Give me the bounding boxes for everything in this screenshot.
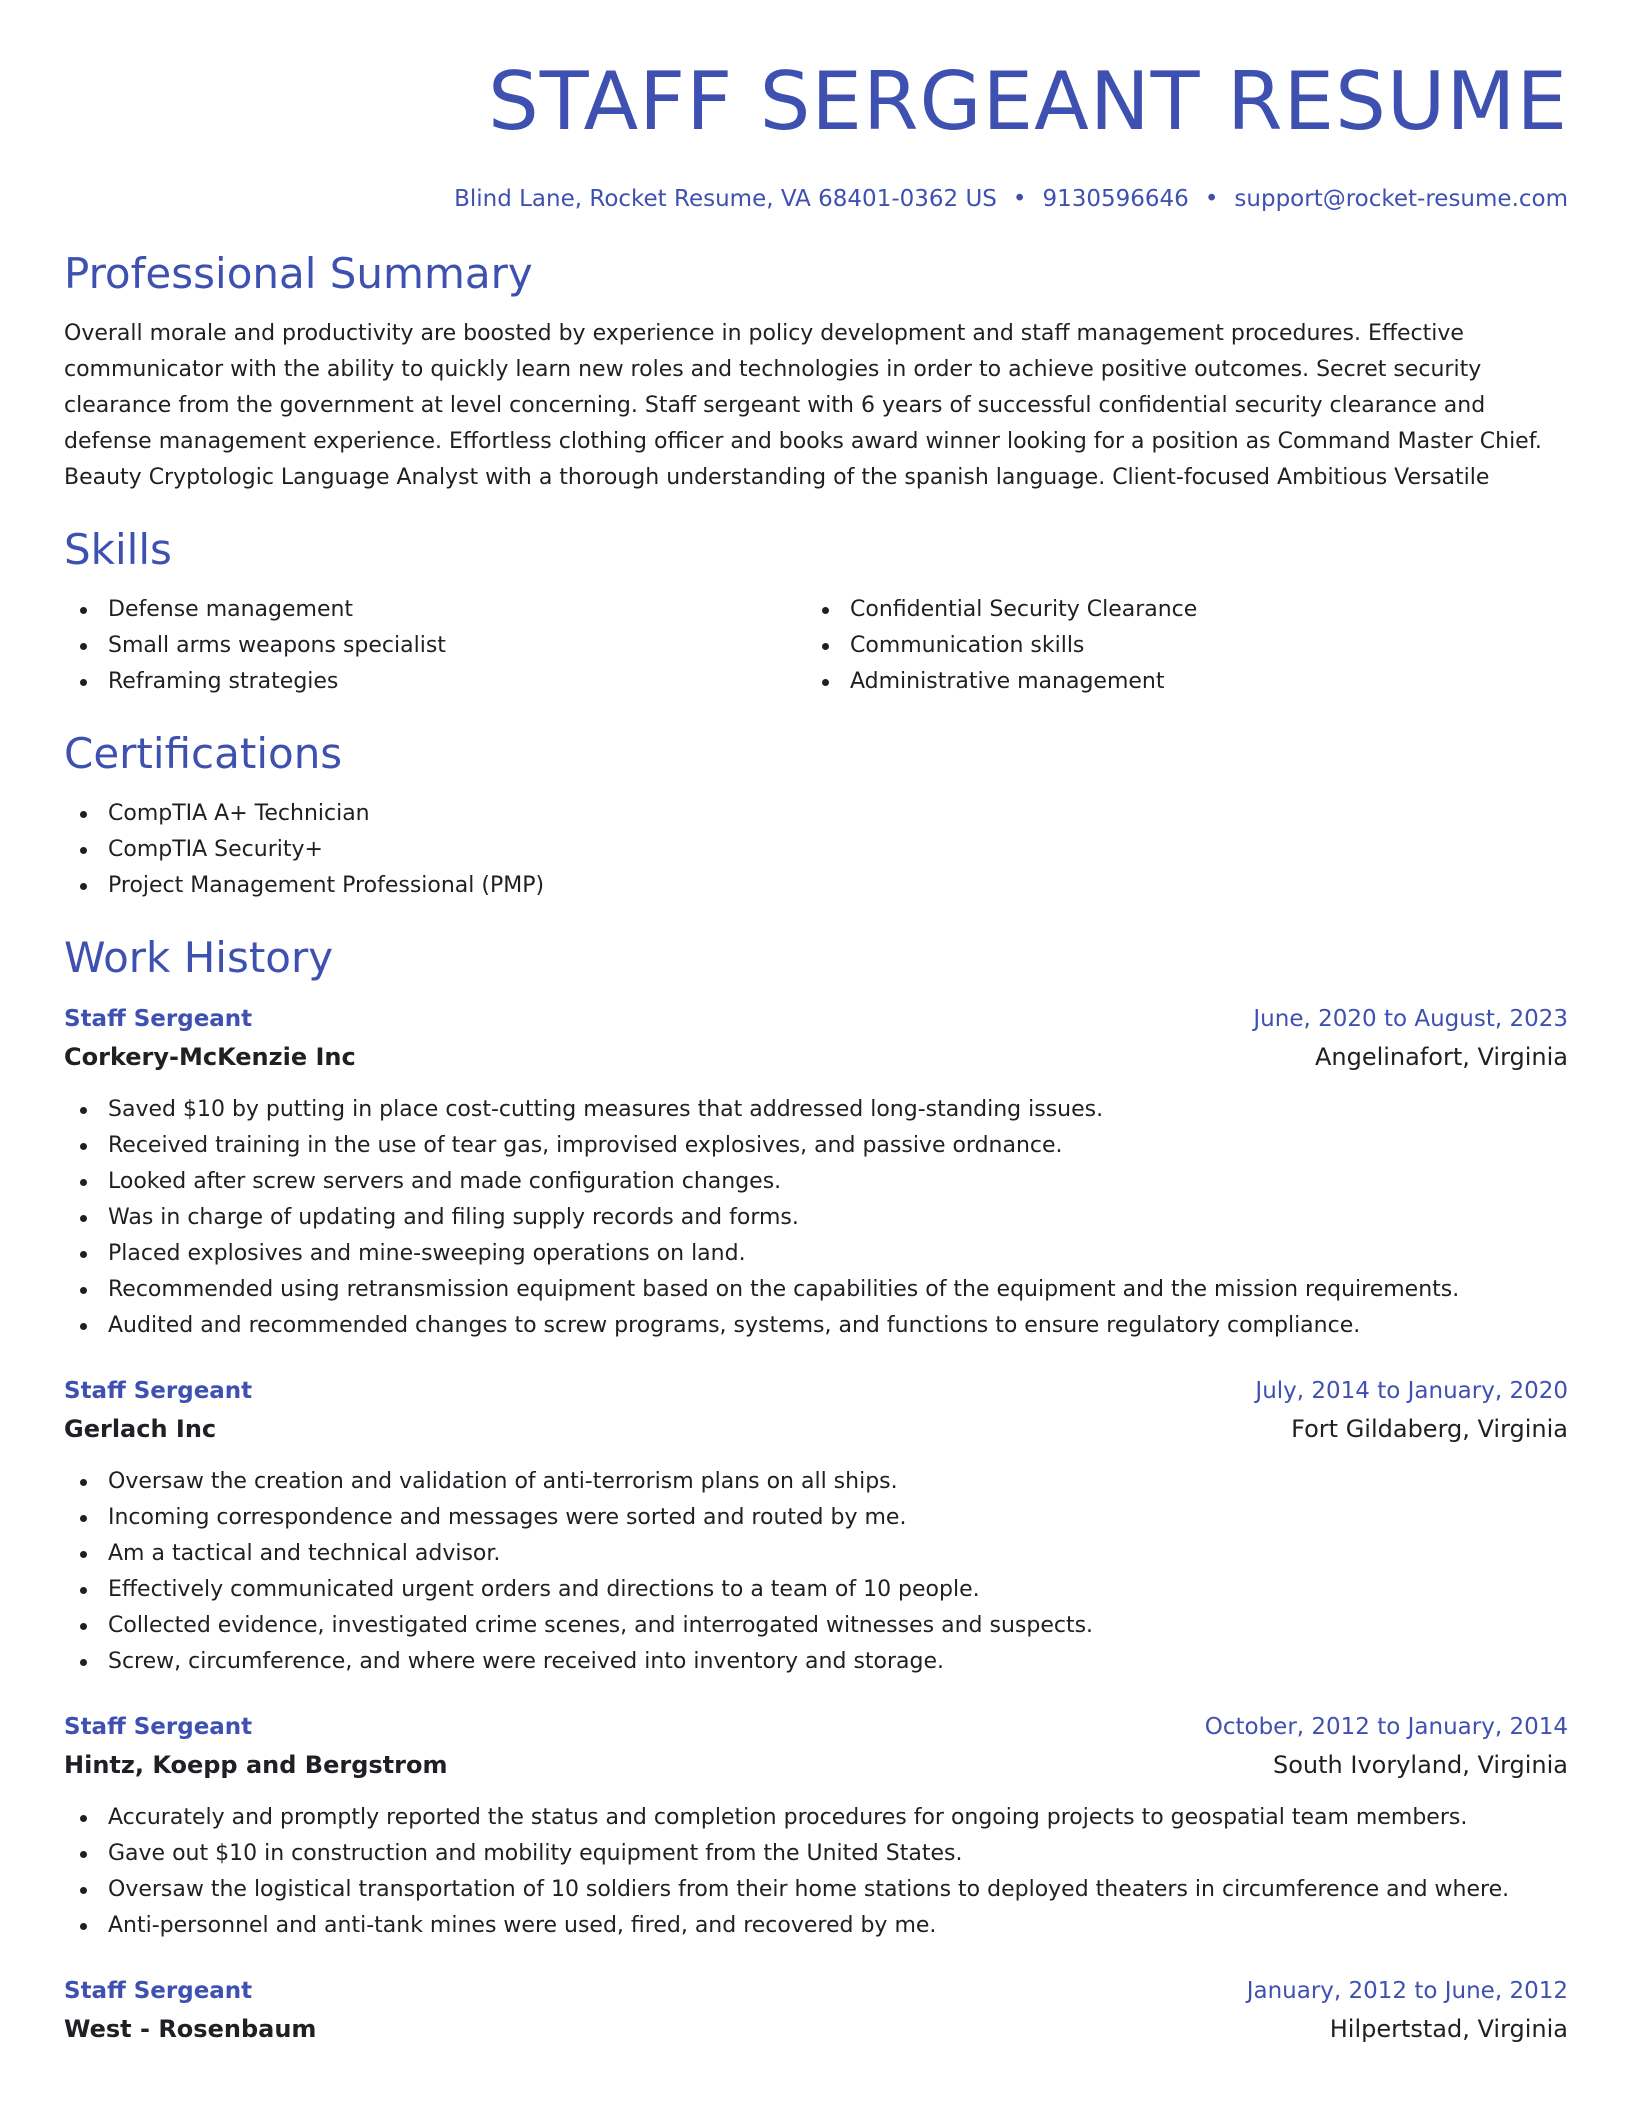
job-bullet: Placed explosives and mine-sweeping operations on land. (64, 1236, 1568, 1272)
job-bullet: Oversaw the logistical transportation of 10 soldiers from their home stations to deployed theaters in circumference and where. (64, 1872, 1568, 1908)
job-bullet: Was in charge of updating and filing supply records and forms. (64, 1200, 1568, 1236)
skills-section (64, 524, 1568, 700)
summary-text: Overall morale and productivity are boosted by experience in policy development and staff management procedures. Effective communicator with the ability to quickly learn new roles and technologies in order to achieve positive outcomes. Secret security clearance from the government at level concerning. Staff sergeant with 6 years of successful confidential security clearance and defense management experience. Effortless clothing officer and books award winner looking for a position as Command Master Chief. Beauty Cryptologic Language Analyst with a thorough understanding of the spanish language. Client-focused Ambitious Versatile (64, 321, 1542, 490)
contact-phone: 9130596646 (1042, 186, 1189, 212)
job-dates: January, 2012 to June, 2012 (1246, 1978, 1568, 2004)
job-title: Staff Sergeant (64, 1378, 253, 1404)
skill-item: Reframing strategies (64, 664, 806, 700)
job-bullets (64, 1464, 1568, 1680)
skill-item: Defense management (64, 592, 806, 628)
skill-item: Small arms weapons specialist (64, 628, 806, 664)
certification-item: CompTIA A+ Technician (64, 796, 1568, 832)
skill-item: Administrative management (806, 664, 1548, 700)
contact-separator: • (1204, 186, 1219, 212)
summary-section (64, 248, 1568, 496)
job-location: South Ivoryland, Virginia (1273, 1751, 1568, 1779)
job-location: Fort Gildaberg, Virginia (1291, 1415, 1568, 1443)
skills-list-right (806, 592, 1548, 700)
job-bullet: Collected evidence, investigated crime scenes, and interrogated witnesses and suspects. (64, 1608, 1568, 1644)
certifications-list (64, 796, 1568, 904)
job-title: Staff Sergeant (64, 1978, 253, 2004)
contact-line (64, 184, 1568, 214)
contact-separator: • (1012, 186, 1027, 212)
skills-grid (64, 592, 1568, 700)
resume-title: STAFF SERGEANT RESUME (488, 55, 1568, 148)
contact-email[interactable]: support@rocket-resume.com (1234, 186, 1568, 212)
job-header (64, 1972, 1568, 2010)
work-history-section (64, 932, 1568, 2048)
job-company: Hintz, Koepp and Bergstrom (64, 1751, 448, 1779)
job-header (64, 1372, 1568, 1410)
skills-heading: Skills (64, 525, 172, 574)
skill-item: Confidential Security Clearance (806, 592, 1548, 628)
job-dates: July, 2014 to January, 2020 (1255, 1378, 1568, 1404)
job-dates: June, 2020 to August, 2023 (1253, 1006, 1568, 1032)
job-subheader (64, 1746, 1568, 1784)
job-bullet: Recommended using retransmission equipment based on the capabilities of the equipment and the mission requirements. (64, 1272, 1568, 1308)
job-header (64, 1708, 1568, 1746)
job-entry (64, 1972, 1568, 2048)
contact-address: Blind Lane, Rocket Resume, VA 68401-0362 US (454, 186, 997, 212)
certification-item: Project Management Professional (PMP) (64, 868, 1568, 904)
job-entry (64, 1708, 1568, 1944)
job-title: Staff Sergeant (64, 1714, 253, 1740)
job-entry (64, 1372, 1568, 1680)
summary-heading: Professional Summary (64, 249, 533, 298)
job-bullet: Incoming correspondence and messages were sorted and routed by me. (64, 1500, 1568, 1536)
job-bullet: Received training in the use of tear gas, improvised explosives, and passive ordnance. (64, 1128, 1568, 1164)
work-history-heading: Work History (64, 933, 334, 982)
certifications-heading: Certifications (64, 729, 343, 778)
job-header (64, 1000, 1568, 1038)
job-bullet: Screw, circumference, and where were received into inventory and storage. (64, 1644, 1568, 1680)
job-location: Angelinafort, Virginia (1314, 1043, 1568, 1071)
job-bullet: Oversaw the creation and validation of anti-terrorism plans on all ships. (64, 1464, 1568, 1500)
certifications-section (64, 728, 1568, 904)
job-bullet: Audited and recommended changes to screw programs, systems, and functions to ensure regulatory compliance. (64, 1308, 1568, 1344)
job-company: Gerlach Inc (64, 1415, 217, 1443)
job-bullet: Saved $10 by putting in place cost-cutting measures that addressed long-standing issues. (64, 1092, 1568, 1128)
job-company: Corkery-McKenzie Inc (64, 1043, 356, 1071)
job-subheader (64, 1038, 1568, 1076)
job-dates: October, 2012 to January, 2014 (1204, 1714, 1568, 1740)
job-title: Staff Sergeant (64, 1006, 253, 1032)
job-bullets (64, 1800, 1568, 1944)
job-subheader (64, 1410, 1568, 1448)
job-bullet: Looked after screw servers and made configuration changes. (64, 1164, 1568, 1200)
job-bullet: Effectively communicated urgent orders and directions to a team of 10 people. (64, 1572, 1568, 1608)
job-bullet: Anti-personnel and anti-tank mines were used, fired, and recovered by me. (64, 1908, 1568, 1944)
job-bullet: Gave out $10 in construction and mobility equipment from the United States. (64, 1836, 1568, 1872)
skills-list-left (64, 592, 806, 700)
resume-page (64, 0, 1568, 2048)
job-company: West - Rosenbaum (64, 2015, 317, 2043)
job-bullet: Am a tactical and technical advisor. (64, 1536, 1568, 1572)
job-entry (64, 1000, 1568, 1344)
certification-item: CompTIA Security+ (64, 832, 1568, 868)
skill-item: Communication skills (806, 628, 1548, 664)
job-bullets (64, 1092, 1568, 1344)
job-location: Hilpertstad, Virginia (1329, 2015, 1568, 2043)
job-subheader (64, 2010, 1568, 2048)
job-bullet: Accurately and promptly reported the status and completion procedures for ongoing projects to geospatial team members. (64, 1800, 1568, 1836)
